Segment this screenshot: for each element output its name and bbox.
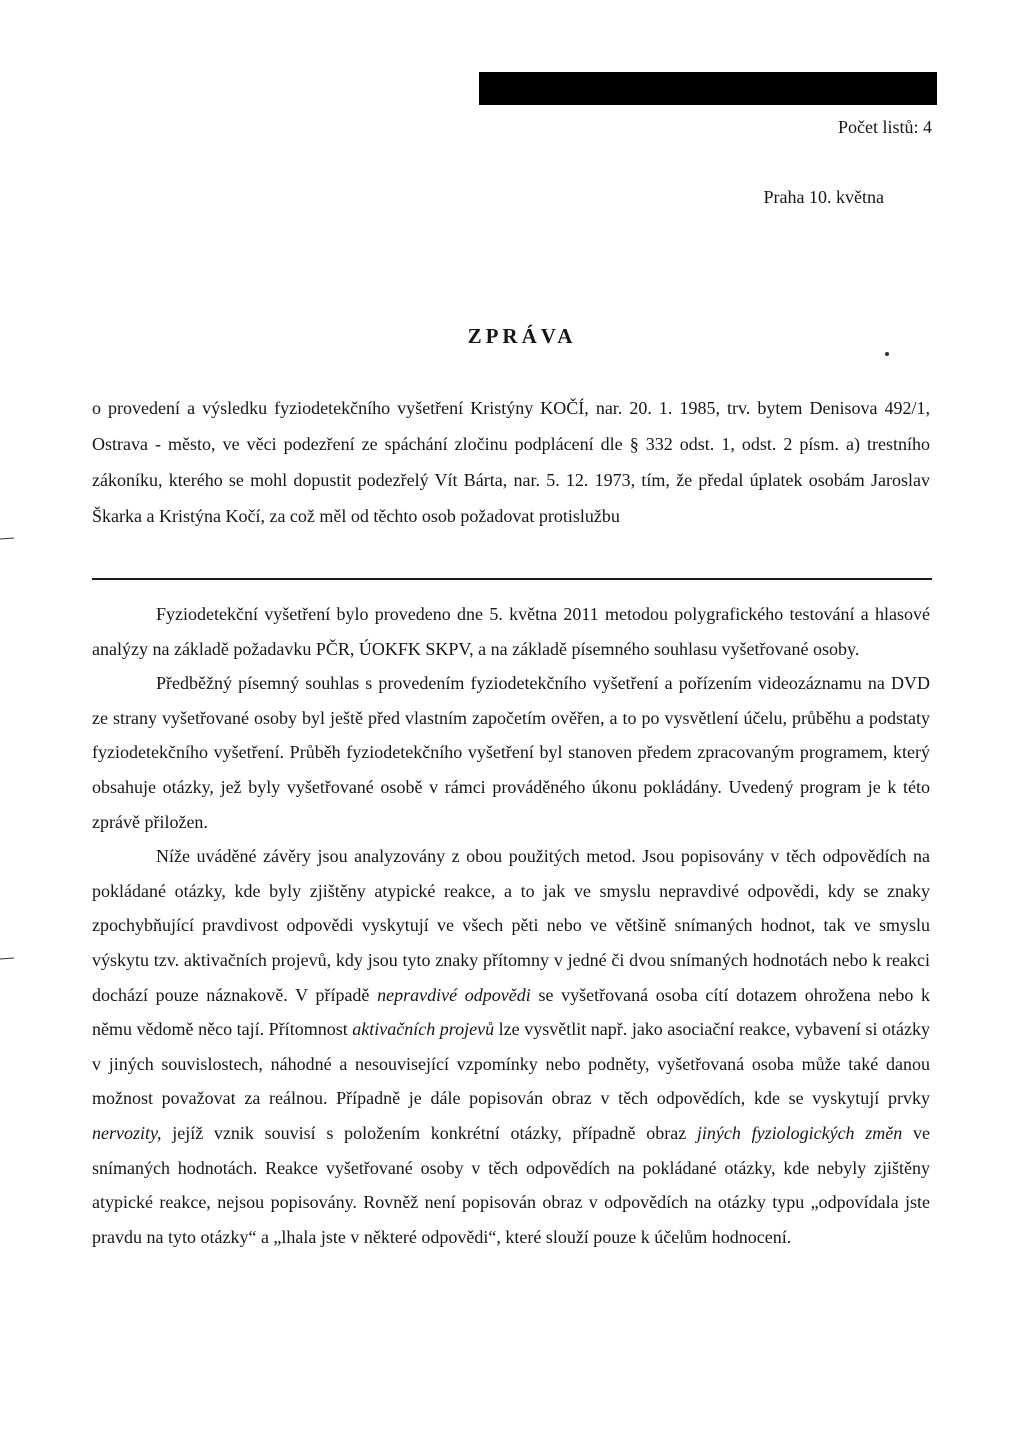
place-date: Praha 10. května <box>763 187 884 207</box>
text-segment: ve snímaných hodnotách. Reakce vyšetřované osoby v těch odpovědích na pokládané otázky, kde nebyly zjištěny atypické reakce, nejsou popisovány. Rovněž není popisován obraz v odpovědích na otázky typu „odpovídala jste pravdu na tyto otázky“ a „lhala jste v některé odpovědi“, které slouží pouze k účelům hodnocení. <box>92 1122 930 1247</box>
document-title: ZPRÁVA <box>467 324 577 348</box>
paragraph-consent: Předběžný písemný souhlas s provedením fyziodetekčního vyšetření a pořízením videozáznamu na DVD ze strany vyšetřované osoby byl ještě před vlastním započetím ověřen, a to po vysvětlení účelu, průběhu a podstaty fyziodetekčního vyšetření. Průběh fyziodetekčního vyšetření byl stanoven předem zpracovaným programem, který obsahuje otázky, jež byly vyšetřované osobě v rámci prováděného úkonu pokládány. Uvedený program je k této zprávě přiložen. <box>92 673 930 832</box>
text-segment: jejíž vznik souvisí s položením konkrétní otázky, případně obraz <box>172 1122 687 1143</box>
horizontal-divider <box>92 578 932 580</box>
sheet-count: Počet listů: 4 <box>838 117 932 137</box>
emphasis-term: nervozity, <box>92 1122 162 1143</box>
text-segment: lze vysvětlit např. jako asociační reakce, vybavení si otázky v jiných souvislostech, náhodné a nesouvisející vzpomínky nebo podněty, vyšetřovaná osoba může také danou možnost považovat za reálnou. Případně je dále popisován obraz v těch odpovědích, kde se vyskytují prvky <box>92 1019 930 1109</box>
paragraph-methodology <box>92 839 930 1254</box>
emphasis-term: jiných fyziologických změn <box>696 1122 903 1143</box>
text-segment: Níže uváděné závěry jsou analyzovány z obou použitých metod. Jsou popisovány v těch odpovědích na pokládané otázky, kde byly zjištěny atypické reakce, a to jak ve smyslu nepravdivé odpovědi, kdy se znaky zpochybňující pravdivost odpovědi vyskytují ve všech pěti nebo ve většině snímaných hodnot, tak ve smyslu výskytu tzv. aktivačních projevů, kdy jsou tyto znaky přítomny v jedné či dvou snímaných hodnotách nebo k reakci dochází pouze náznakově. V případě <box>92 846 930 1005</box>
paragraph-examination-info: Fyziodetekční vyšetření bylo provedeno dne 5. května 2011 metodou polygrafického testování a hlasové analýzy na základě požadavku PČR, ÚOKFK SKPV, a na základě písemného souhlasu vyšetřované osoby. <box>92 604 930 659</box>
report-body <box>92 597 930 1254</box>
redaction-bar <box>479 72 937 105</box>
scan-edge-mark <box>0 958 14 960</box>
subject-paragraph: o provedení a výsledku fyziodetekčního vyšetření Kristýny KOČÍ, nar. 20. 1. 1985, trv. bytem Denisova 492/1, Ostrava - město, ve věci podezření ze spáchání zločinu podplácení dle § 332 odst. 1, odst. 2 písm. a) trestního zákoníku, kterého se mohl dopustit podezřelý Vít Bárta, nar. 5. 12. 1973, tím, že předal úplatek osobám Jaroslav Škarka a Kristýna Kočí, za což měl od těchto osob požadovat protislužbu <box>92 398 930 526</box>
scan-speck <box>885 352 889 356</box>
text-segment: se vyšetřovaná osoba cítí dotazem ohrožena nebo k němu vědomě něco tají. Přítomnost <box>92 984 931 1040</box>
emphasis-term: aktivačních projevů <box>352 1019 495 1040</box>
scan-edge-mark <box>0 538 14 540</box>
emphasis-term: nepravdivé odpovědi <box>377 984 531 1005</box>
